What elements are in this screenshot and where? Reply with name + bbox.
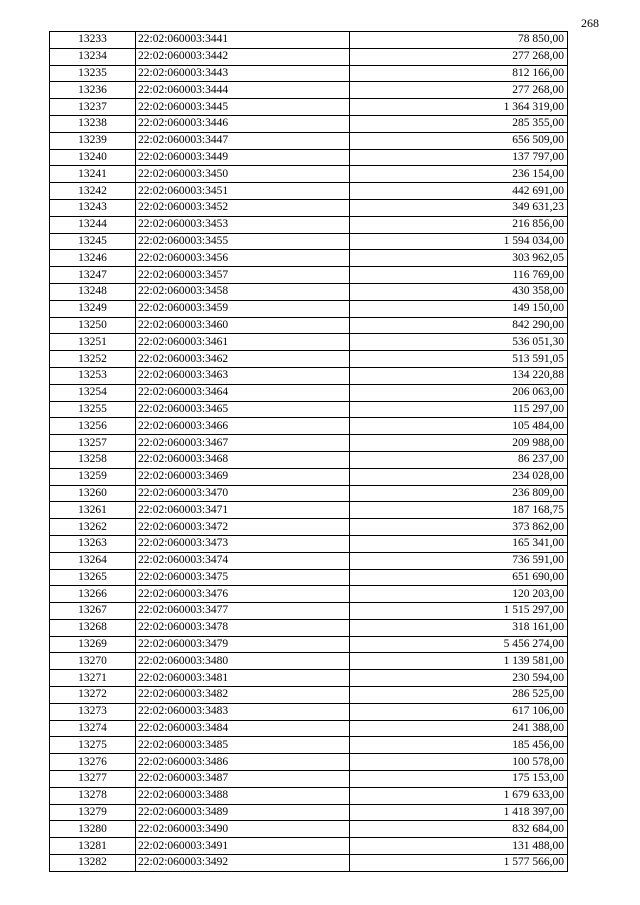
table-row: [50, 418, 568, 435]
row-number-cell: 13268: [50, 619, 136, 636]
cadastral-value-cell: 236 809,00: [350, 485, 568, 502]
row-number-cell: 13257: [50, 435, 136, 452]
row-number-cell: 13276: [50, 754, 136, 771]
row-number-cell: 13247: [50, 267, 136, 284]
cadastral-number-cell: 22:02:060003:3446: [136, 115, 350, 132]
cadastral-number-cell: 22:02:060003:3488: [136, 787, 350, 804]
row-number-cell: 13254: [50, 384, 136, 401]
cadastral-value-cell: 5 456 274,00: [350, 636, 568, 653]
cadastral-value-cell: 286 525,00: [350, 687, 568, 704]
row-number-cell: 13236: [50, 82, 136, 99]
table-row: [50, 384, 568, 401]
cadastral-number-cell: 22:02:060003:3492: [136, 855, 350, 872]
table-row: [50, 804, 568, 821]
row-number-cell: 13262: [50, 519, 136, 536]
row-number-cell: 13246: [50, 250, 136, 267]
table-row: [50, 351, 568, 368]
cadastral-value-cell: 120 203,00: [350, 586, 568, 603]
cadastral-number-cell: 22:02:060003:3441: [136, 32, 350, 49]
cadastral-value-cell: 105 484,00: [350, 418, 568, 435]
row-number-cell: 13272: [50, 687, 136, 704]
table-row: [50, 451, 568, 468]
table-row: [50, 99, 568, 116]
table-row: [50, 519, 568, 536]
cadastral-value-cell: 285 355,00: [350, 115, 568, 132]
row-number-cell: 13233: [50, 32, 136, 49]
cadastral-value-cell: 137 797,00: [350, 149, 568, 166]
cadastral-number-cell: 22:02:060003:3444: [136, 82, 350, 99]
table-row: [50, 250, 568, 267]
row-number-cell: 13261: [50, 502, 136, 519]
cadastral-number-cell: 22:02:060003:3460: [136, 317, 350, 334]
cadastral-number-cell: 22:02:060003:3490: [136, 821, 350, 838]
row-number-cell: 13248: [50, 283, 136, 300]
row-number-cell: 13249: [50, 300, 136, 317]
row-number-cell: 13265: [50, 569, 136, 586]
table-row: [50, 468, 568, 485]
cadastral-value-cell: 131 488,00: [350, 838, 568, 855]
cadastral-value-cell: 115 297,00: [350, 401, 568, 418]
cadastral-number-cell: 22:02:060003:3491: [136, 838, 350, 855]
table-row: [50, 82, 568, 99]
table-row: [50, 317, 568, 334]
cadastral-number-cell: 22:02:060003:3483: [136, 703, 350, 720]
cadastral-value-cell: 236 154,00: [350, 166, 568, 183]
cadastral-value-cell: 277 268,00: [350, 48, 568, 65]
cadastral-number-cell: 22:02:060003:3476: [136, 586, 350, 603]
cadastral-value-cell: 187 168,75: [350, 502, 568, 519]
cadastral-number-cell: 22:02:060003:3442: [136, 48, 350, 65]
table-row: [50, 115, 568, 132]
table-row: [50, 586, 568, 603]
row-number-cell: 13275: [50, 737, 136, 754]
cadastral-value-cell: 303 962,05: [350, 250, 568, 267]
table-row: [50, 401, 568, 418]
cadastral-value-cell: 241 388,00: [350, 720, 568, 737]
table-row: [50, 535, 568, 552]
cadastral-value-cell: 1 515 297,00: [350, 603, 568, 620]
cadastral-value-cell: 373 862,00: [350, 519, 568, 536]
cadastral-number-cell: 22:02:060003:3486: [136, 754, 350, 771]
cadastral-value-cell: 175 153,00: [350, 771, 568, 788]
table-row: [50, 132, 568, 149]
table-row: [50, 569, 568, 586]
table-row: [50, 233, 568, 250]
cadastral-value-cell: 209 988,00: [350, 435, 568, 452]
table-row: [50, 787, 568, 804]
cadastral-value-cell: 513 591,05: [350, 351, 568, 368]
cadastral-number-cell: 22:02:060003:3468: [136, 451, 350, 468]
cadastral-value-cell: 617 106,00: [350, 703, 568, 720]
cadastral-value-cell: 1 679 633,00: [350, 787, 568, 804]
cadastral-value-cell: 165 341,00: [350, 535, 568, 552]
table-row: [50, 48, 568, 65]
cadastral-value-cell: 1 139 581,00: [350, 653, 568, 670]
row-number-cell: 13239: [50, 132, 136, 149]
row-number-cell: 13238: [50, 115, 136, 132]
cadastral-value-cell: 234 028,00: [350, 468, 568, 485]
row-number-cell: 13237: [50, 99, 136, 116]
cadastral-number-cell: 22:02:060003:3484: [136, 720, 350, 737]
cadastral-value-cell: 230 594,00: [350, 670, 568, 687]
cadastral-number-cell: 22:02:060003:3456: [136, 250, 350, 267]
table-row: [50, 552, 568, 569]
table-row: [50, 821, 568, 838]
cadastral-value-cell: 185 456,00: [350, 737, 568, 754]
cadastral-number-cell: 22:02:060003:3451: [136, 183, 350, 200]
cadastral-value-cell: 1 594 034,00: [350, 233, 568, 250]
row-number-cell: 13245: [50, 233, 136, 250]
table-row: [50, 166, 568, 183]
cadastral-number-cell: 22:02:060003:3478: [136, 619, 350, 636]
cadastral-value-cell: 318 161,00: [350, 619, 568, 636]
cadastral-number-cell: 22:02:060003:3449: [136, 149, 350, 166]
table-row: [50, 720, 568, 737]
row-number-cell: 13280: [50, 821, 136, 838]
table-row: [50, 32, 568, 49]
cadastral-value-cell: 430 358,00: [350, 283, 568, 300]
cadastral-number-cell: 22:02:060003:3453: [136, 216, 350, 233]
cadastral-number-cell: 22:02:060003:3474: [136, 552, 350, 569]
table-row: [50, 603, 568, 620]
table-row: [50, 771, 568, 788]
row-number-cell: 13252: [50, 351, 136, 368]
table-row: [50, 283, 568, 300]
cadastral-number-cell: 22:02:060003:3461: [136, 334, 350, 351]
row-number-cell: 13279: [50, 804, 136, 821]
row-number-cell: 13264: [50, 552, 136, 569]
table-row: [50, 65, 568, 82]
cadastral-value-cell: 536 051,30: [350, 334, 568, 351]
cadastral-number-cell: 22:02:060003:3452: [136, 199, 350, 216]
cadastral-number-cell: 22:02:060003:3464: [136, 384, 350, 401]
cadastral-number-cell: 22:02:060003:3458: [136, 283, 350, 300]
cadastral-number-cell: 22:02:060003:3489: [136, 804, 350, 821]
cadastral-value-cell: 116 769,00: [350, 267, 568, 284]
table-row: [50, 300, 568, 317]
table-body: [50, 32, 568, 872]
row-number-cell: 13234: [50, 48, 136, 65]
table-row: [50, 670, 568, 687]
cadastral-number-cell: 22:02:060003:3450: [136, 166, 350, 183]
cadastral-value-cell: 832 684,00: [350, 821, 568, 838]
cadastral-value-cell: 78 850,00: [350, 32, 568, 49]
row-number-cell: 13260: [50, 485, 136, 502]
row-number-cell: 13241: [50, 166, 136, 183]
cadastral-value-cell: 736 591,00: [350, 552, 568, 569]
cadastral-number-cell: 22:02:060003:3471: [136, 502, 350, 519]
row-number-cell: 13259: [50, 468, 136, 485]
row-number-cell: 13263: [50, 535, 136, 552]
cadastral-number-cell: 22:02:060003:3477: [136, 603, 350, 620]
cadastral-number-cell: 22:02:060003:3480: [136, 653, 350, 670]
table-row: [50, 619, 568, 636]
row-number-cell: 13242: [50, 183, 136, 200]
cadastral-value-cell: 277 268,00: [350, 82, 568, 99]
cadastral-number-cell: 22:02:060003:3475: [136, 569, 350, 586]
cadastral-value-cell: 349 631,23: [350, 199, 568, 216]
cadastral-value-table: [49, 31, 568, 872]
row-number-cell: 13266: [50, 586, 136, 603]
cadastral-value-cell: 149 150,00: [350, 300, 568, 317]
table-row: [50, 636, 568, 653]
cadastral-value-cell: 86 237,00: [350, 451, 568, 468]
cadastral-number-cell: 22:02:060003:3467: [136, 435, 350, 452]
table-row: [50, 183, 568, 200]
cadastral-number-cell: 22:02:060003:3455: [136, 233, 350, 250]
table-row: [50, 703, 568, 720]
cadastral-value-cell: 1 364 319,00: [350, 99, 568, 116]
table-row: [50, 267, 568, 284]
cadastral-number-cell: 22:02:060003:3470: [136, 485, 350, 502]
cadastral-number-cell: 22:02:060003:3465: [136, 401, 350, 418]
cadastral-number-cell: 22:02:060003:3447: [136, 132, 350, 149]
table-row: [50, 653, 568, 670]
cadastral-number-cell: 22:02:060003:3462: [136, 351, 350, 368]
cadastral-value-cell: 1 418 397,00: [350, 804, 568, 821]
table-row: [50, 435, 568, 452]
cadastral-number-cell: 22:02:060003:3472: [136, 519, 350, 536]
cadastral-number-cell: 22:02:060003:3481: [136, 670, 350, 687]
row-number-cell: 13278: [50, 787, 136, 804]
row-number-cell: 13250: [50, 317, 136, 334]
row-number-cell: 13240: [50, 149, 136, 166]
page-number: 268: [581, 16, 599, 30]
row-number-cell: 13282: [50, 855, 136, 872]
cadastral-value-cell: 216 856,00: [350, 216, 568, 233]
row-number-cell: 13273: [50, 703, 136, 720]
row-number-cell: 13277: [50, 771, 136, 788]
cadastral-number-cell: 22:02:060003:3487: [136, 771, 350, 788]
table-row: [50, 199, 568, 216]
row-number-cell: 13281: [50, 838, 136, 855]
cadastral-number-cell: 22:02:060003:3479: [136, 636, 350, 653]
table-row: [50, 216, 568, 233]
table-row: [50, 737, 568, 754]
cadastral-number-cell: 22:02:060003:3445: [136, 99, 350, 116]
table-row: [50, 367, 568, 384]
cadastral-value-cell: 656 509,00: [350, 132, 568, 149]
cadastral-number-cell: 22:02:060003:3457: [136, 267, 350, 284]
cadastral-value-cell: 100 578,00: [350, 754, 568, 771]
row-number-cell: 13253: [50, 367, 136, 384]
table-row: [50, 502, 568, 519]
cadastral-value-cell: 442 691,00: [350, 183, 568, 200]
cadastral-value-cell: 651 690,00: [350, 569, 568, 586]
cadastral-number-cell: 22:02:060003:3473: [136, 535, 350, 552]
cadastral-number-cell: 22:02:060003:3466: [136, 418, 350, 435]
row-number-cell: 13235: [50, 65, 136, 82]
row-number-cell: 13270: [50, 653, 136, 670]
cadastral-value-cell: 206 063,00: [350, 384, 568, 401]
cadastral-value-cell: 1 577 566,00: [350, 855, 568, 872]
row-number-cell: 13251: [50, 334, 136, 351]
cadastral-value-cell: 134 220,88: [350, 367, 568, 384]
cadastral-number-cell: 22:02:060003:3443: [136, 65, 350, 82]
row-number-cell: 13271: [50, 670, 136, 687]
cadastral-value-cell: 842 290,00: [350, 317, 568, 334]
cadastral-number-cell: 22:02:060003:3463: [136, 367, 350, 384]
row-number-cell: 13274: [50, 720, 136, 737]
row-number-cell: 13258: [50, 451, 136, 468]
table-row: [50, 855, 568, 872]
table-row: [50, 149, 568, 166]
row-number-cell: 13256: [50, 418, 136, 435]
table-row: [50, 838, 568, 855]
cadastral-number-cell: 22:02:060003:3482: [136, 687, 350, 704]
row-number-cell: 13267: [50, 603, 136, 620]
cadastral-value-cell: 812 166,00: [350, 65, 568, 82]
row-number-cell: 13269: [50, 636, 136, 653]
table-row: [50, 485, 568, 502]
cadastral-number-cell: 22:02:060003:3469: [136, 468, 350, 485]
row-number-cell: 13243: [50, 199, 136, 216]
table-row: [50, 334, 568, 351]
cadastral-number-cell: 22:02:060003:3459: [136, 300, 350, 317]
cadastral-number-cell: 22:02:060003:3485: [136, 737, 350, 754]
row-number-cell: 13255: [50, 401, 136, 418]
row-number-cell: 13244: [50, 216, 136, 233]
table-row: [50, 687, 568, 704]
table-row: [50, 754, 568, 771]
